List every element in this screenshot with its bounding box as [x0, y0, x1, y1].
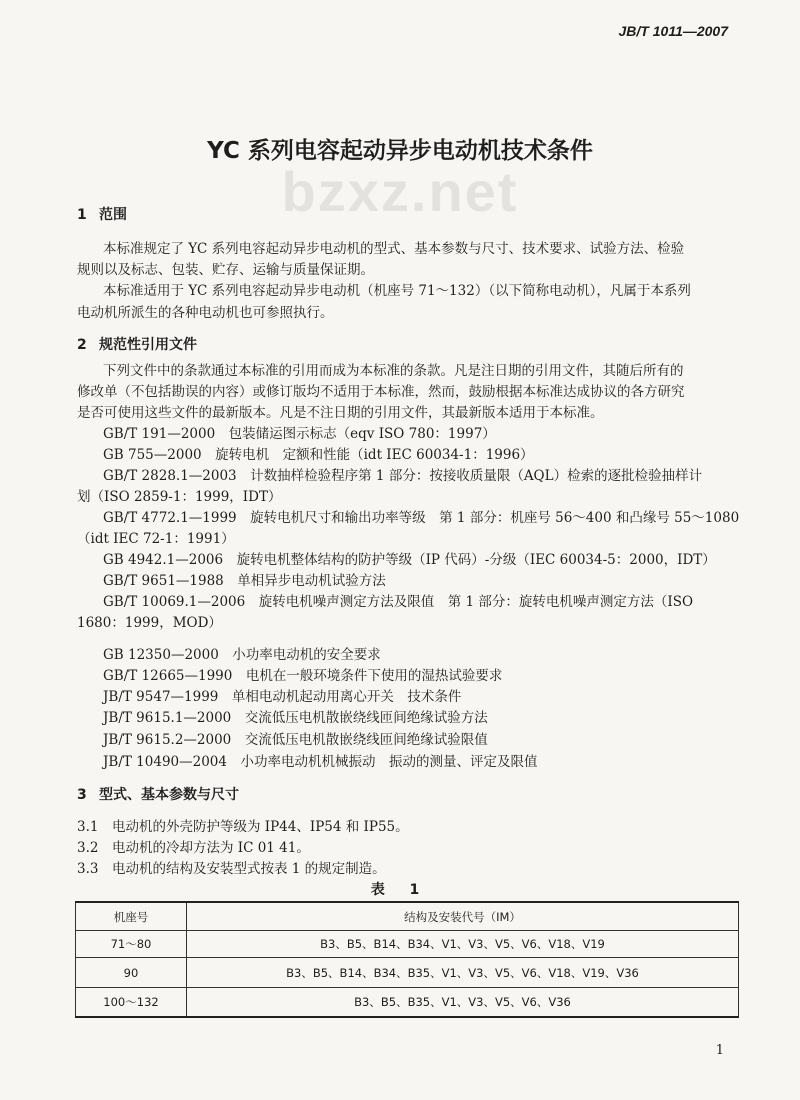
reference-item: JB/T 9615.2—2000 交流低压电机散嵌绕线匝间绝缘试验限值	[103, 732, 488, 748]
section-heading-3	[77, 786, 239, 804]
frame-size-cell: 71～80	[76, 931, 187, 958]
paragraph-line: 规则以及标志、包装、贮存、运输与质量保证期。	[77, 262, 374, 278]
reference-item: GB/T 12665—1990 电机在一般环境条件下使用的湿热试验要求	[103, 668, 503, 684]
watermark: bzxz.net	[281, 160, 519, 223]
document-title: YC 系列电容起动异步电动机技术条件	[207, 138, 593, 164]
section-heading-2	[77, 336, 197, 354]
paragraph-line: 电动机所派生的各种电动机也可参照执行。	[77, 305, 334, 321]
section-title: 规范性引用文件	[99, 337, 197, 353]
section-number: 3	[77, 787, 87, 803]
reference-item: GB/T 2828.1—2003 计数抽样检验程序第 1 部分：按接收质量限（AQL）检索的逐批检验抽样计	[103, 468, 703, 484]
reference-item-cont: （idt IEC 72-1：1991）	[77, 531, 235, 547]
reference-item: GB/T 9651—1988 单相异步电动机试验方法	[103, 573, 386, 589]
table-header-row	[76, 902, 739, 931]
page-number: 1	[715, 1043, 724, 1058]
column-header: 机座号	[76, 902, 187, 931]
table-row	[76, 958, 739, 988]
clause-3-1: 3.1 电动机的外壳防护等级为 IP44、IP54 和 IP55。	[77, 819, 409, 835]
frame-size-cell: 90	[76, 958, 187, 988]
reference-item-cont: 1680：1999，MOD）	[77, 615, 222, 631]
mounting-codes-cell: B3、B5、B14、B34、B35、V1、V3、V5、V6、V18、V19、V36	[187, 958, 739, 988]
paragraph-line: 本标准规定了 YC 系列电容起动异步电动机的型式、基本参数与尺寸、技术要求、试验方法、检验	[103, 241, 685, 257]
standard-code: JB/T 1011—2007	[618, 23, 728, 39]
reference-item: GB/T 10069.1—2006 旋转电机噪声测定方法及限值 第 1 部分：旋转电机噪声测定方法（ISO	[103, 594, 694, 610]
reference-item: JB/T 9547—1999 单相电动机起动用离心开关 技术条件	[103, 689, 462, 705]
mounting-codes-cell: B3、B5、B14、B34、V1、V3、V5、V6、V18、V19	[187, 931, 739, 958]
section-number: 2	[77, 337, 87, 353]
paragraph-line: 下列文件中的条款通过本标准的引用而成为本标准的条款。凡是注日期的引用文件，其随后所有的	[103, 363, 684, 379]
table-caption: 表 1	[370, 882, 430, 898]
clause-3-2: 3.2 电动机的冷却方法为 IC 01 41。	[77, 840, 310, 856]
frame-size-cell: 100～132	[76, 988, 187, 1018]
section-heading-1	[77, 206, 127, 224]
table-row	[76, 931, 739, 958]
paragraph-line: 本标准适用于 YC 系列电容起动异步电动机（机座号 71～132）（以下简称电动机），凡属于本系列	[103, 283, 691, 299]
reference-item-cont: 划（ISO 2859-1：1999，IDT）	[77, 489, 282, 505]
reference-item: GB 4942.1—2006 旋转电机整体结构的防护等级（IP 代码）-分级（IEC 60034-5：2000，IDT）	[103, 552, 716, 568]
section-title: 范围	[99, 207, 127, 223]
frame-mounting-table	[75, 901, 739, 1018]
reference-item: JB/T 9615.1—2000 交流低压电机散嵌绕线匝间绝缘试验方法	[103, 710, 488, 726]
table-row	[76, 988, 739, 1018]
reference-item: GB 755—2000 旋转电机 定额和性能（idt IEC 60034-1：1996）	[103, 447, 534, 463]
section-number: 1	[77, 207, 87, 223]
reference-item: JB/T 10490—2004 小功率电动机机械振动 振动的测量、评定及限值	[103, 754, 538, 770]
clause-3-3: 3.3 电动机的结构及安装型式按表 1 的规定制造。	[77, 861, 386, 877]
reference-item: GB/T 191—2000 包装储运图示标志（eqv ISO 780：1997）	[103, 426, 496, 442]
paragraph-line: 修改单（不包括勘误的内容）或修订版均不适用于本标准，然而，鼓励根据本标准达成协议的各方研究	[77, 384, 685, 400]
section-title: 型式、基本参数与尺寸	[99, 787, 239, 803]
column-header: 结构及安装代号（IM）	[187, 902, 739, 931]
reference-item: GB/T 4772.1—1999 旋转电机尺寸和输出功率等级 第 1 部分：机座号 56～400 和凸缘号 55～1080	[103, 510, 740, 526]
reference-item: GB 12350—2000 小功率电动机的安全要求	[103, 647, 381, 663]
mounting-codes-cell: B3、B5、B35、V1、V3、V5、V6、V36	[187, 988, 739, 1018]
paragraph-line: 是否可使用这些文件的最新版本。凡是不注日期的引用文件，其最新版本适用于本标准。	[77, 405, 604, 421]
